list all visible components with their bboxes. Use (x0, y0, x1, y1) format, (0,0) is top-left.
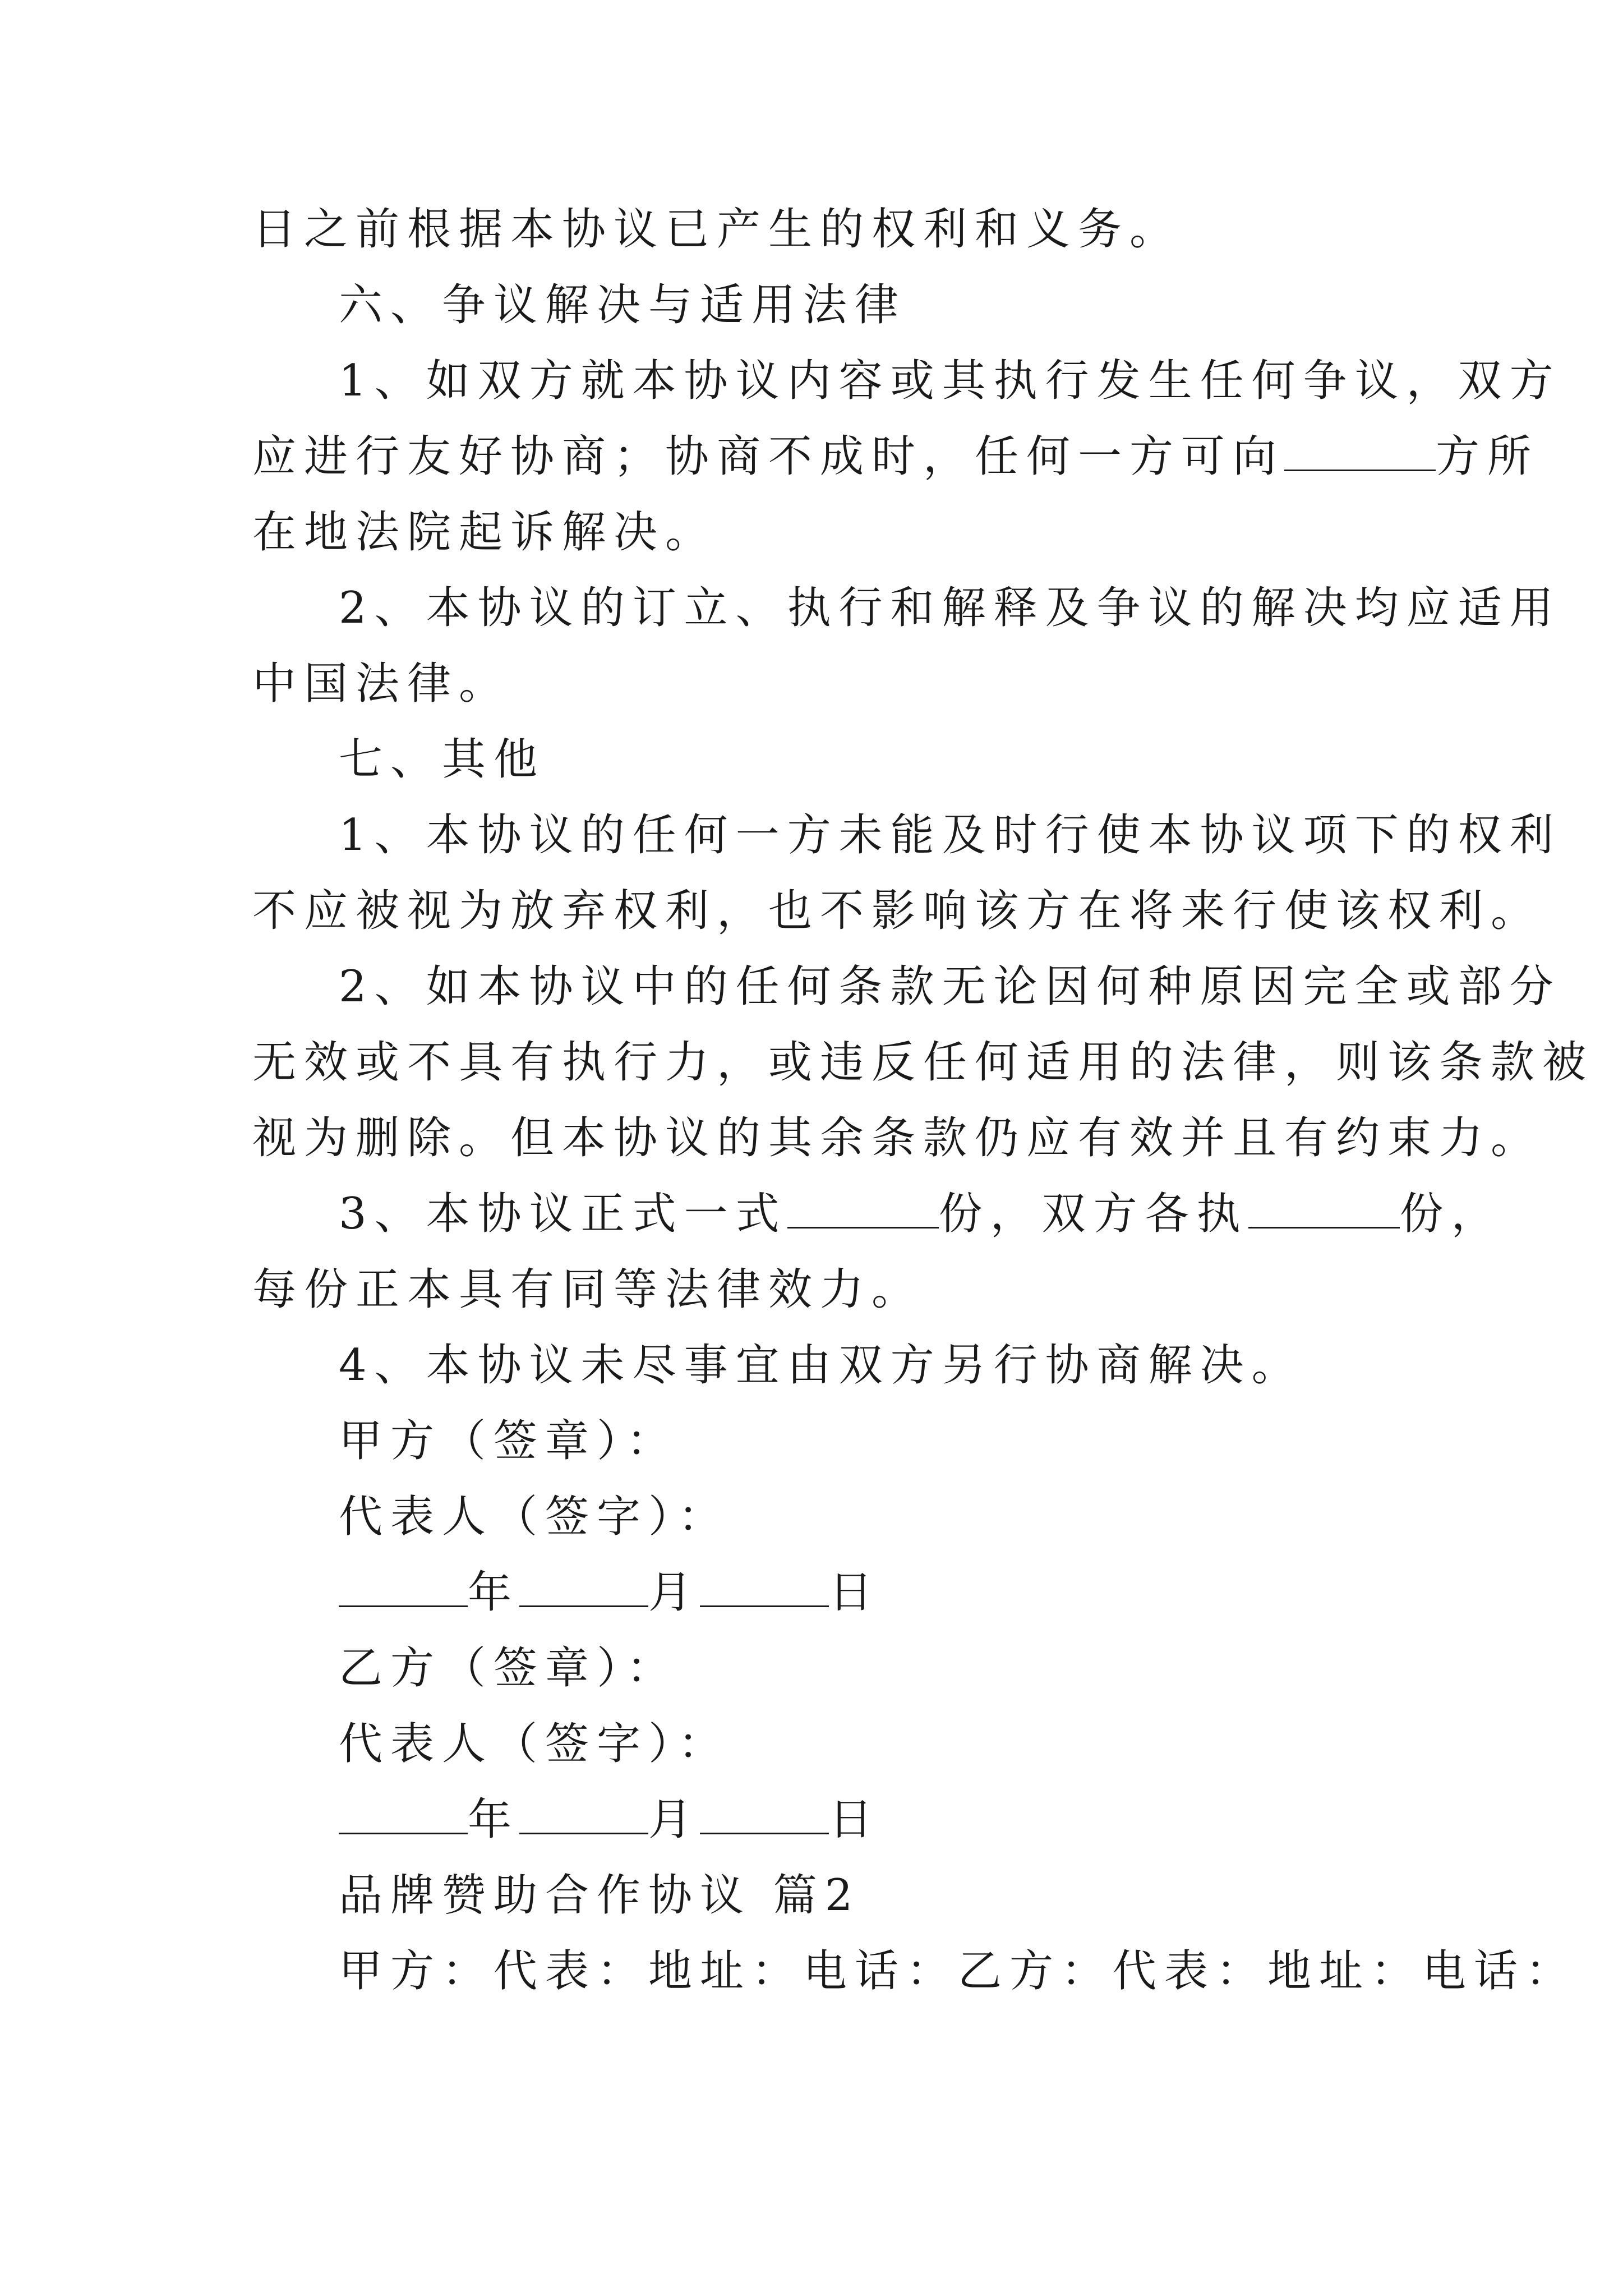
section-heading: 六、争议解决与适用法律 (339, 280, 907, 330)
blank-field (787, 1192, 939, 1228)
text-segment: 方所 (1436, 431, 1539, 482)
paragraph-line: 4、本协议未尽事宜由双方另行协商解决。 (339, 1340, 1303, 1391)
paragraph-line (339, 1189, 1503, 1239)
party-a-representative-label: 代表人（签字）： (339, 1492, 730, 1542)
date-year-label: 年 (468, 1567, 520, 1618)
date-day-label: 日 (829, 1795, 881, 1845)
document-title: 品牌赞助合作协议 篇2 (339, 1870, 861, 1921)
text-segment: 份，双方各执 (938, 1189, 1248, 1239)
date-month-label: 月 (648, 1795, 700, 1845)
blank-field (1284, 435, 1436, 471)
paragraph-line: 无效或不具有执行力，或违反任何适用的法律，则该条款被 (252, 1037, 1594, 1088)
blank-field (519, 1571, 648, 1607)
date-year-label: 年 (468, 1795, 520, 1845)
party-a-date-line (339, 1567, 881, 1618)
date-month-label: 月 (648, 1567, 700, 1618)
paragraph-line: 每份正本具有同等法律效力。 (252, 1264, 924, 1315)
paragraph-line: 在地法院起诉解决。 (252, 507, 717, 558)
party-b-representative-label: 代表人（签字）： (339, 1719, 730, 1769)
blank-field (1248, 1192, 1400, 1228)
party-a-seal-label: 甲方（签章）： (339, 1416, 679, 1466)
paragraph-line: 1、如双方就本协议内容或其执行发生任何争议，双方 (339, 356, 1561, 406)
paragraph-line: 视为删除。但本协议的其余条款仍应有效并且有约束力。 (252, 1113, 1543, 1163)
paragraph-line: 中国法律。 (252, 659, 511, 709)
text-segment: 3、本协议正式一式 (339, 1189, 787, 1239)
date-day-label: 日 (829, 1567, 881, 1618)
blank-field (700, 1571, 829, 1607)
blank-field (700, 1798, 829, 1834)
party-info-line: 甲方：代表：地址：电话：乙方：代表：地址：电话： (339, 1946, 1578, 1996)
paragraph-line: 2、本协议的订立、执行和解释及争议的解决均应适用 (339, 583, 1561, 633)
text-segment: 份， (1399, 1189, 1503, 1239)
paragraph-line: 2、如本协议中的任何条款无论因何种原因完全或部分 (339, 961, 1561, 1012)
paragraph-line: 日之前根据本协议已产生的权利和义务。 (252, 204, 1182, 255)
section-heading: 七、其他 (339, 734, 546, 785)
paragraph-line: 1、本协议的任何一方未能及时行使本协议项下的权利 (339, 810, 1561, 861)
party-b-date-line (339, 1795, 881, 1845)
party-b-seal-label: 乙方（签章）： (339, 1643, 679, 1694)
blank-field (519, 1798, 648, 1834)
blank-field (339, 1798, 468, 1834)
text-segment: 应进行友好协商；协商不成时，任何一方可向 (252, 431, 1285, 482)
blank-field (339, 1571, 468, 1607)
paragraph-line (252, 431, 1539, 482)
paragraph-line: 不应被视为放弃权利，也不影响该方在将来行使该权利。 (252, 886, 1543, 936)
